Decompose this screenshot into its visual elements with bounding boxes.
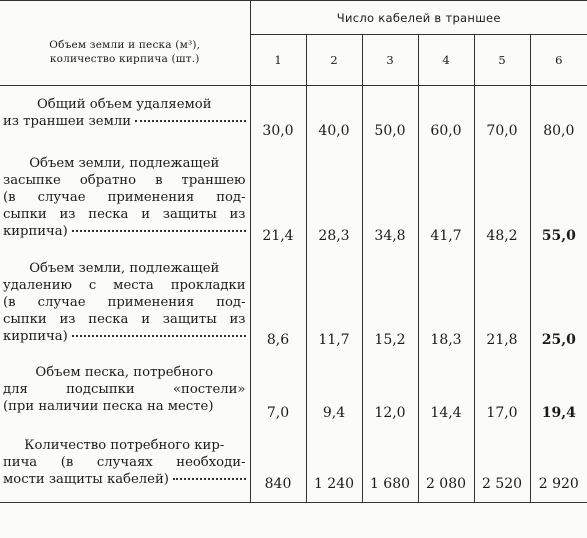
leader-dots bbox=[72, 335, 246, 337]
row-label-line: сыпки из песка и защиты из bbox=[3, 311, 246, 327]
row-label bbox=[0, 86, 250, 149]
table-cell: 8,6 bbox=[250, 254, 306, 358]
row-label-line bbox=[3, 328, 246, 345]
row-label-text: кирпича) bbox=[3, 328, 68, 344]
column-header-6: 6 bbox=[530, 35, 587, 86]
table-row-sand-volume bbox=[0, 358, 587, 431]
column-header-5: 5 bbox=[474, 35, 530, 86]
row-label-line: (при наличии песка на месте) bbox=[3, 398, 214, 414]
header-left-line-1: Объем земли и песка (м³), bbox=[49, 38, 201, 51]
table-cell: 40,0 bbox=[306, 86, 362, 149]
table-cell: 15,2 bbox=[362, 254, 418, 358]
row-label-text: мости защиты кабелей) bbox=[3, 471, 169, 487]
row-label-line: сыпки из песка и защиты из bbox=[3, 206, 246, 222]
table-cell: 840 bbox=[250, 431, 306, 503]
table-cell: 2 080 bbox=[418, 431, 474, 503]
table-cell: 9,4 bbox=[306, 358, 362, 431]
header-left-line-2: количество кирпича (шт.) bbox=[49, 53, 200, 65]
table-cell: 25,0 bbox=[541, 331, 576, 348]
table-cell: 12,0 bbox=[362, 358, 418, 431]
column-header-2: 2 bbox=[306, 35, 362, 86]
row-label-line: (в случае применения под- bbox=[3, 189, 246, 205]
row-label-line: (в случае применения под- bbox=[3, 294, 246, 310]
column-header-1: 1 bbox=[250, 35, 306, 86]
table-row-removed-soil bbox=[0, 254, 587, 358]
table-cell: 70,0 bbox=[474, 86, 530, 149]
row-label-line bbox=[3, 113, 246, 130]
column-header-3: 3 bbox=[362, 35, 418, 86]
table-cell: 7,0 bbox=[250, 358, 306, 431]
table-cell: 17,0 bbox=[474, 358, 530, 431]
row-label-line: Объем земли, подлежащей bbox=[29, 155, 220, 171]
table-row-backfill-soil bbox=[0, 149, 587, 254]
table-cell: 2 920 bbox=[538, 476, 579, 492]
table-cell: 2 520 bbox=[474, 431, 530, 503]
table-cell: 14,4 bbox=[418, 358, 474, 431]
row-label-line: для подсыпки «постели» bbox=[3, 381, 246, 397]
table-cell: 50,0 bbox=[362, 86, 418, 149]
row-label-line: засыпке обратно в траншею bbox=[3, 172, 246, 188]
row-label-line: Объем песка, потребного bbox=[35, 364, 214, 380]
row-label-line: Общий объем удаляемой bbox=[36, 97, 212, 112]
table-cell: 11,7 bbox=[306, 254, 362, 358]
row-label-line: Объем земли, подлежащей bbox=[29, 260, 220, 276]
row-label-line: пича (в случаях необходи- bbox=[3, 454, 246, 470]
row-label bbox=[0, 149, 250, 254]
header-volume-quantity bbox=[0, 1, 250, 86]
column-header-4: 4 bbox=[418, 35, 474, 86]
table-cell: 1 680 bbox=[362, 431, 418, 503]
row-label bbox=[0, 254, 250, 358]
table-cell: 21,4 bbox=[250, 149, 306, 254]
table-cell: 55,0 bbox=[541, 227, 576, 244]
header-cable-count: Число кабелей в траншее bbox=[250, 1, 587, 35]
table-cell: 1 240 bbox=[306, 431, 362, 503]
leader-dots bbox=[173, 478, 246, 480]
table-cell: 60,0 bbox=[418, 86, 474, 149]
leader-dots bbox=[135, 120, 245, 122]
row-label-text: из траншеи земли bbox=[3, 114, 132, 129]
table-cell: 30,0 bbox=[250, 86, 306, 149]
row-label bbox=[0, 358, 250, 431]
table-cell: 34,8 bbox=[362, 149, 418, 254]
table-cell: 19,4 bbox=[541, 404, 576, 421]
row-label-line bbox=[3, 223, 246, 240]
table-cell: 41,7 bbox=[418, 149, 474, 254]
table-cell: 80,0 bbox=[543, 122, 575, 139]
row-label bbox=[0, 431, 250, 503]
row-label-line: удалению с места прокладки bbox=[3, 277, 246, 293]
table-cell: 28,3 bbox=[306, 149, 362, 254]
row-label-line bbox=[3, 471, 246, 488]
row-label-text: кирпича) bbox=[3, 223, 68, 239]
table-cell: 21,8 bbox=[474, 254, 530, 358]
row-label-line: Количество потребного кир- bbox=[24, 437, 225, 453]
table-cell: 48,2 bbox=[474, 149, 530, 254]
table-cell: 18,3 bbox=[418, 254, 474, 358]
table-row-brick-count bbox=[0, 431, 587, 503]
leader-dots bbox=[72, 230, 246, 232]
table-row-total-removed-soil bbox=[0, 86, 587, 149]
